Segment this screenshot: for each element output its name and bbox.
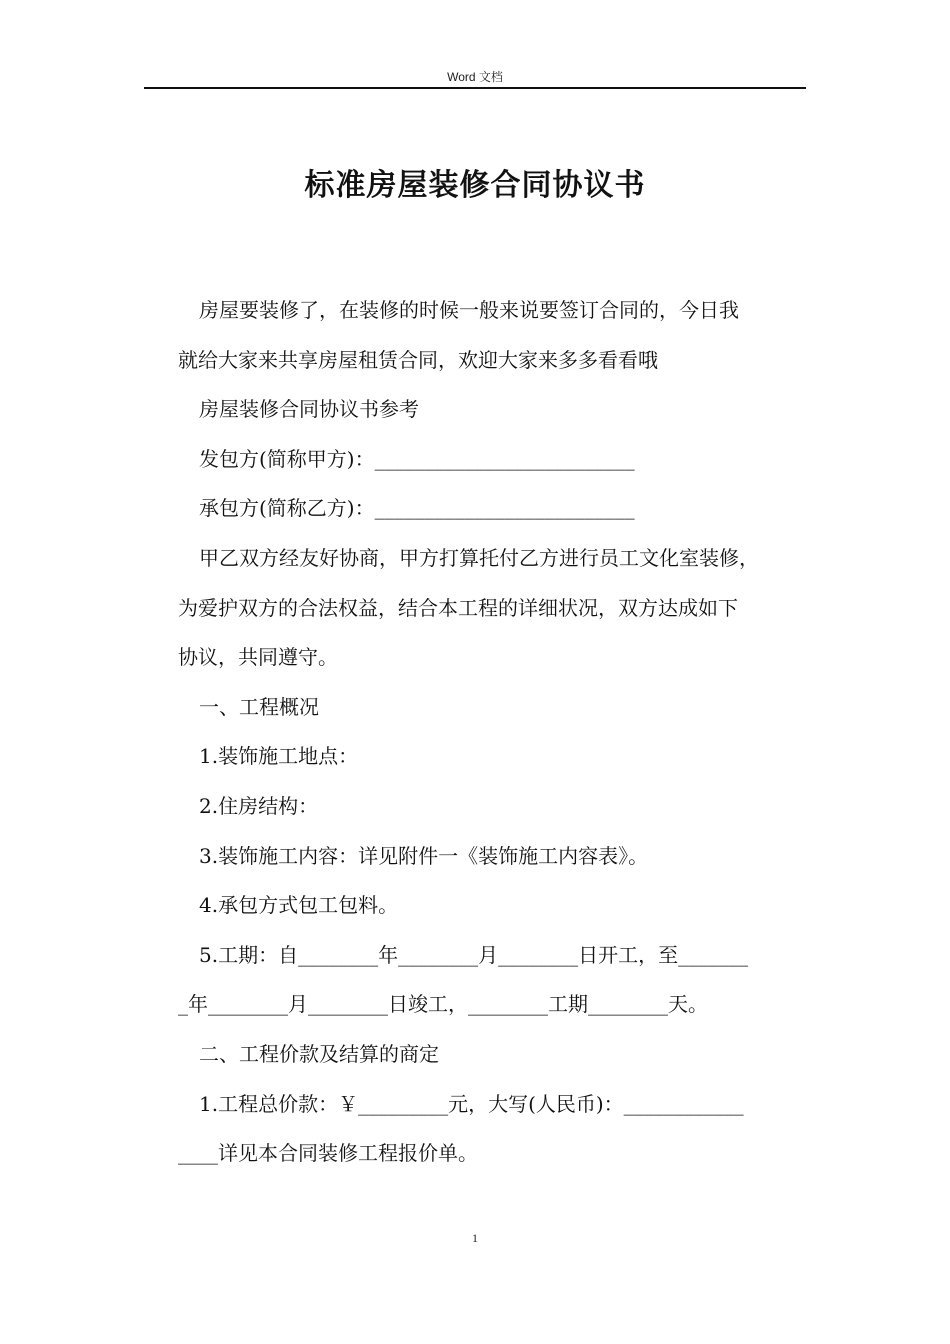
body-paragraph: 为爱护双方的合法权益，结合本工程的详细状况，双方达成如下	[178, 595, 738, 620]
body-paragraph: ____详见本合同装修工程报价单。	[178, 1141, 478, 1166]
header-rule	[144, 87, 806, 89]
body-paragraph: 甲乙双方经友好协商，甲方打算托付乙方进行员工文化室装修，	[199, 545, 759, 570]
header-label: Word 文档	[447, 70, 503, 84]
body-paragraph: 二、工程价款及结算的商定	[199, 1041, 439, 1066]
document-body	[178, 286, 810, 1179]
body-paragraph: 5.工期：自________年________月________日开工，至_______	[199, 942, 749, 967]
body-paragraph: 房屋要装修了，在装修的时候一般来说要签订合同的，今日我	[199, 298, 739, 322]
body-paragraph: 1.装饰施工地点：	[199, 744, 359, 769]
body-paragraph: 承包方(简称乙方)：__________________________	[199, 496, 635, 521]
page-number: 1	[472, 1231, 478, 1245]
body-paragraph: 就给大家来共享房屋租赁合同，欢迎大家来多多看看哦	[178, 347, 658, 372]
document-title: 标准房屋装修合同协议书	[304, 168, 646, 203]
body-paragraph: 房屋装修合同协议书参考	[199, 397, 419, 422]
body-paragraph: 发包方(简称甲方)：__________________________	[199, 446, 635, 471]
body-paragraph: 2.住房结构：	[199, 793, 319, 818]
body-paragraph: 4.承包方式包工包料。	[199, 893, 399, 918]
body-paragraph: 一、工程概况	[199, 694, 319, 719]
body-paragraph: 3.装饰施工内容：详见附件一《装饰施工内容表》。	[199, 843, 649, 868]
body-paragraph: 1.工程总价款：￥_________元，大写(人民币)：____________	[199, 1091, 744, 1116]
body-paragraph: _年________月________日竣工，________工期________天。	[178, 992, 708, 1017]
body-paragraph: 协议，共同遵守。	[178, 645, 338, 670]
